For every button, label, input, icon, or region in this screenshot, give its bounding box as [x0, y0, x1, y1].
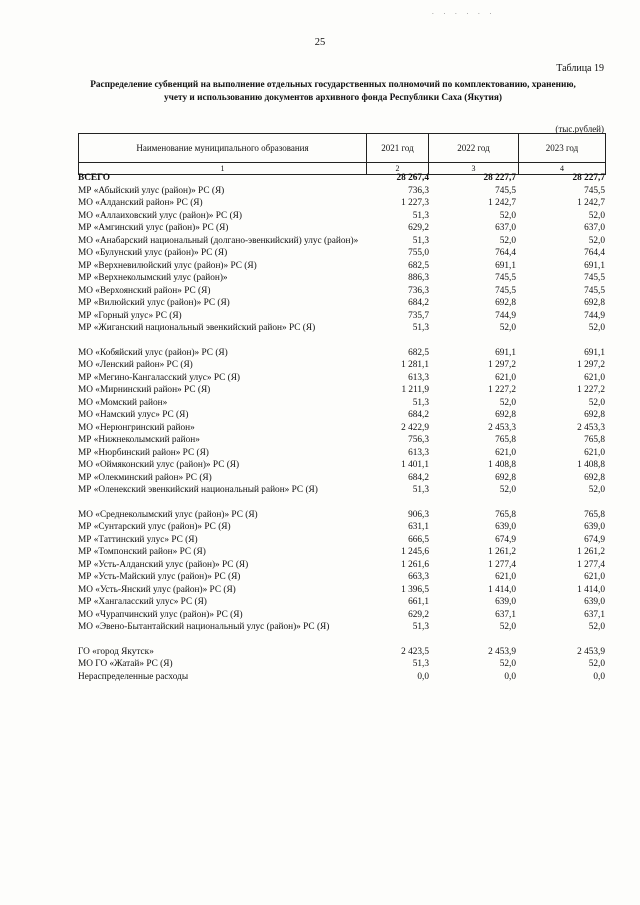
row-name: МР «Томпонский район» РС (Я) [78, 547, 206, 557]
value-2021: 1 261,6 [401, 559, 429, 570]
value-2023: 692,8 [584, 472, 605, 483]
value-2021: 661,1 [408, 597, 429, 607]
value-2021: 684,2 [408, 410, 429, 420]
value-2021: 756,3 [408, 435, 429, 445]
value-2021: 682,5 [408, 260, 429, 271]
value-2022: 621,0 [495, 372, 516, 383]
value-2021: 684,2 [408, 298, 429, 308]
row-name: МР «Мегино-Кангаласский улус» РС (Я) [78, 372, 241, 383]
value-2021: 666,5 [408, 534, 429, 545]
row-name: МО «Мирнинский район» РС (Я) [78, 385, 211, 395]
table-row [78, 185, 605, 198]
value-2023: 621,0 [584, 372, 605, 383]
table-row [78, 372, 605, 385]
value-2022: 745,5 [495, 185, 516, 196]
table-label: Таблица 19 [556, 63, 604, 74]
table-row [78, 484, 605, 497]
value-2023: 744,9 [584, 310, 605, 321]
value-2023: 691,1 [584, 260, 605, 271]
header-2023: 2023 год [519, 134, 606, 163]
value-2023: 1 277,4 [577, 559, 605, 570]
value-2022: 52,0 [499, 485, 516, 495]
table-row [78, 434, 605, 447]
value-2022: 692,8 [495, 298, 516, 308]
table-row [78, 272, 605, 285]
value-2021: 1 245,6 [401, 547, 429, 557]
value-2021: 629,2 [408, 223, 429, 233]
value-2021: 2 423,5 [401, 646, 429, 657]
row-name: МР «Таттинский улус» РС (Я) [78, 534, 198, 545]
table-row [78, 584, 605, 597]
value-2023: 1 242,7 [577, 198, 605, 208]
value-2021: 1 211,9 [401, 385, 429, 395]
value-2021: 0,0 [417, 671, 429, 682]
value-2021: 51,3 [412, 210, 429, 221]
table-row [78, 609, 605, 622]
row-name: МР «Жиганский национальный эвенкийский район» РС (Я) [78, 323, 316, 333]
value-2023: 52,0 [588, 397, 605, 408]
value-2023: 621,0 [584, 572, 605, 582]
value-2022: 52,0 [499, 397, 516, 408]
table-row [78, 222, 605, 235]
row-name: МО ГО «Жатай» РС (Я) [78, 659, 173, 669]
table-row [78, 546, 605, 559]
value-2023: 1 261,2 [577, 547, 605, 557]
value-2023: 674,9 [584, 534, 605, 545]
value-2022: 691,1 [495, 347, 516, 358]
value-2021: 736,3 [408, 185, 429, 196]
row-name: МО «Момский район» [78, 397, 168, 408]
table-row [78, 646, 605, 659]
total-row [78, 172, 605, 185]
value-2023: 1 227,2 [577, 385, 605, 395]
value-2023: 1 297,2 [577, 360, 605, 370]
table-row [78, 422, 605, 435]
value-2023: 764,4 [584, 248, 605, 258]
value-2022: 765,8 [495, 509, 516, 520]
value-2023: 52,0 [588, 235, 605, 246]
value-2023: 639,0 [584, 522, 605, 532]
value-2023: 692,8 [584, 298, 605, 308]
row-name: МО «Усть-Янский улус (район)» РС (Я) [78, 584, 236, 595]
value-2023: 0,0 [593, 671, 605, 682]
row-name: МО «Эвено-Бытантайский национальный улус (район)» РС (Я) [78, 622, 330, 632]
value-2021: 613,3 [408, 447, 429, 458]
table-row [78, 247, 605, 260]
value-2023: 28 227,7 [572, 173, 605, 183]
value-2021: 906,3 [408, 509, 429, 520]
table-row [78, 409, 605, 422]
row-name: МР «Олекминский район» РС (Я) [78, 472, 212, 483]
section-spacer [78, 634, 605, 646]
value-2021: 886,3 [408, 273, 429, 283]
row-name: МР «Верхневилюйский улус (район)» РС (Я) [78, 260, 257, 271]
value-2023: 637,1 [584, 609, 605, 620]
value-2022: 745,5 [495, 285, 516, 296]
row-name: МР «Нижнеколымский район» [78, 435, 200, 445]
table-row [78, 310, 605, 323]
value-2022: 692,8 [495, 410, 516, 420]
value-2023: 691,1 [584, 347, 605, 358]
table-row [78, 534, 605, 547]
table-row [78, 671, 605, 684]
value-2022: 765,8 [495, 435, 516, 445]
value-2021: 51,3 [412, 235, 429, 246]
value-2023: 52,0 [588, 659, 605, 669]
value-2023: 765,8 [584, 435, 605, 445]
value-2021: 629,2 [408, 609, 429, 620]
header-num-3: 3 [429, 163, 519, 175]
table-row [78, 559, 605, 572]
value-2022: 637,0 [495, 223, 516, 233]
value-2023: 52,0 [588, 485, 605, 495]
row-name: МО «Верхоянский район» РС (Я) [78, 285, 211, 296]
value-2021: 51,3 [412, 485, 429, 495]
value-2022: 692,8 [495, 472, 516, 483]
value-2022: 52,0 [499, 659, 516, 669]
value-2021: 631,1 [408, 522, 429, 532]
value-2023: 52,0 [588, 323, 605, 333]
table-row [78, 521, 605, 534]
value-2022: 1 242,7 [488, 198, 516, 208]
document-title: Распределение субвенций на выполнение отдельных государственных полномочий по комплектованию, хранению, учету и использованию документов архивного фонда Республики Саха (Якутия) [90, 80, 576, 103]
value-2021: 28 267,4 [396, 173, 429, 183]
row-name: МР «Амгинский улус (район)» РС (Я) [78, 223, 229, 233]
value-2023: 639,0 [584, 597, 605, 607]
table-row [78, 235, 605, 248]
table-row [78, 322, 605, 335]
value-2022: 764,4 [495, 248, 516, 258]
value-2022: 691,1 [495, 260, 516, 271]
value-2021: 51,3 [412, 397, 429, 408]
row-name: МР «Оленекский эвенкийский национальный район» РС (Я) [78, 485, 318, 495]
value-2022: 0,0 [504, 671, 516, 682]
header-2022: 2022 год [429, 134, 519, 163]
value-2022: 1 261,2 [488, 547, 516, 557]
value-2022: 639,0 [495, 597, 516, 607]
table-header [78, 133, 606, 175]
value-2022: 745,5 [495, 273, 516, 283]
row-name: МО «Аллаиховский улус (район)» РС (Я) [78, 210, 242, 221]
value-2021: 51,3 [412, 659, 429, 669]
row-name: МО «Среднеколымский улус (район)» РС (Я) [78, 509, 258, 520]
value-2023: 745,5 [584, 185, 605, 196]
value-2022: 1 277,4 [488, 559, 516, 570]
value-2023: 52,0 [588, 622, 605, 632]
value-2022: 1 297,2 [488, 360, 516, 370]
value-2021: 2 422,9 [401, 422, 429, 433]
value-2022: 621,0 [495, 447, 516, 458]
value-2022: 1 414,0 [488, 584, 516, 595]
value-2023: 745,5 [584, 273, 605, 283]
table-row [78, 297, 605, 310]
row-name: МО «Алданский район» РС (Я) [78, 198, 203, 208]
header-2021: 2021 год [367, 134, 429, 163]
row-name: МО «Нерюнгринский район» [78, 422, 195, 433]
table-row [78, 596, 605, 609]
value-2022: 28 227,7 [483, 173, 516, 183]
top-marks: . . . . . . [432, 8, 496, 16]
header-num-4: 4 [519, 163, 606, 175]
row-name: МР «Сунтарский улус (район)» РС (Я) [78, 522, 231, 532]
header-num-2: 2 [367, 163, 429, 175]
table-row [78, 210, 605, 223]
value-2022: 639,0 [495, 522, 516, 532]
units-label: (тыс.рублей) [555, 124, 604, 134]
row-name: МР «Усть-Майский улус (район)» РС (Я) [78, 572, 241, 582]
value-2023: 692,8 [584, 410, 605, 420]
value-2022: 2 453,3 [488, 422, 516, 433]
table-row [78, 509, 605, 522]
row-name: МО «Анабарский национальный (долгано-эвенкийский) улус (район)» [78, 235, 359, 246]
value-2021: 51,3 [412, 323, 429, 333]
value-2022: 52,0 [499, 622, 516, 632]
row-name: МО «Намский улус» РС (Я) [78, 410, 189, 420]
page-number: 25 [314, 37, 326, 48]
row-name: МО «Ленский район» РС (Я) [78, 360, 193, 370]
value-2021: 735,7 [408, 310, 429, 321]
value-2023: 621,0 [584, 447, 605, 458]
value-2021: 613,3 [408, 372, 429, 383]
value-2021: 663,3 [408, 572, 429, 582]
table-row [78, 472, 605, 485]
row-name: МО «Булунский улус (район)» РС (Я) [78, 248, 228, 258]
value-2023: 2 453,9 [577, 646, 605, 657]
value-2022: 2 453,9 [488, 646, 516, 657]
value-2021: 1 227,3 [401, 198, 429, 208]
table-body [78, 172, 605, 683]
value-2023: 1 414,0 [577, 584, 605, 595]
value-2022: 52,0 [499, 323, 516, 333]
row-name: МР «Горный улус» РС (Я) [78, 310, 182, 321]
row-name: ГО «город Якутск» [78, 646, 154, 657]
value-2021: 682,5 [408, 347, 429, 358]
value-2023: 52,0 [588, 210, 605, 221]
header-num-1: 1 [79, 163, 367, 175]
row-name: МР «Абыйский улус (район)» РС (Я) [78, 185, 225, 196]
table-row [78, 621, 605, 634]
row-name: МР «Верхнеколымский улус (район)» [78, 273, 228, 283]
header-name-column: Наименование муниципального образования [79, 134, 367, 163]
table-row [78, 260, 605, 273]
table-row [78, 347, 605, 360]
value-2021: 1 396,5 [401, 584, 429, 595]
value-2021: 736,3 [408, 285, 429, 296]
value-2021: 1 401,1 [401, 460, 429, 470]
value-2023: 2 453,3 [577, 422, 605, 433]
value-2022: 1 227,2 [488, 385, 516, 395]
value-2022: 744,9 [495, 310, 516, 321]
value-2022: 52,0 [499, 210, 516, 221]
row-name: МР «Вилюйский улус (район)» РС (Я) [78, 298, 230, 308]
table-row [78, 658, 605, 671]
value-2022: 674,9 [495, 534, 516, 545]
row-name: МО «Чурапчинский улус (район)» РС (Я) [78, 609, 243, 620]
value-2021: 51,3 [412, 622, 429, 632]
table-row [78, 285, 605, 298]
value-2022: 52,0 [499, 235, 516, 246]
row-name: МР «Усть-Алданский улус (район)» РС (Я) [78, 559, 249, 570]
table-row [78, 384, 605, 397]
table-row [78, 359, 605, 372]
table-row [78, 397, 605, 410]
value-2021: 755,0 [408, 248, 429, 258]
value-2022: 637,1 [495, 609, 516, 620]
row-name: МР «Нюрбинский район» РС (Я) [78, 447, 209, 458]
value-2023: 765,8 [584, 509, 605, 520]
row-name: ВСЕГО [78, 173, 111, 183]
section-spacer [78, 335, 605, 347]
table-row [78, 459, 605, 472]
table-row [78, 197, 605, 210]
value-2023: 745,5 [584, 285, 605, 296]
table-row [78, 571, 605, 584]
section-spacer [78, 497, 605, 509]
row-name: МР «Хангаласский улус» РС (Я) [78, 597, 207, 607]
row-name: МО «Оймяконский улус (район)» РС (Я) [78, 460, 240, 470]
value-2023: 1 408,8 [577, 460, 605, 470]
row-name: МО «Кобяйский улус (район)» РС (Я) [78, 347, 228, 358]
value-2022: 621,0 [495, 572, 516, 582]
table-row [78, 447, 605, 460]
value-2021: 1 281,1 [401, 360, 429, 370]
row-name: Нераспределенные расходы [78, 671, 189, 682]
value-2022: 1 408,8 [488, 460, 516, 470]
value-2023: 637,0 [584, 223, 605, 233]
value-2021: 684,2 [408, 472, 429, 483]
